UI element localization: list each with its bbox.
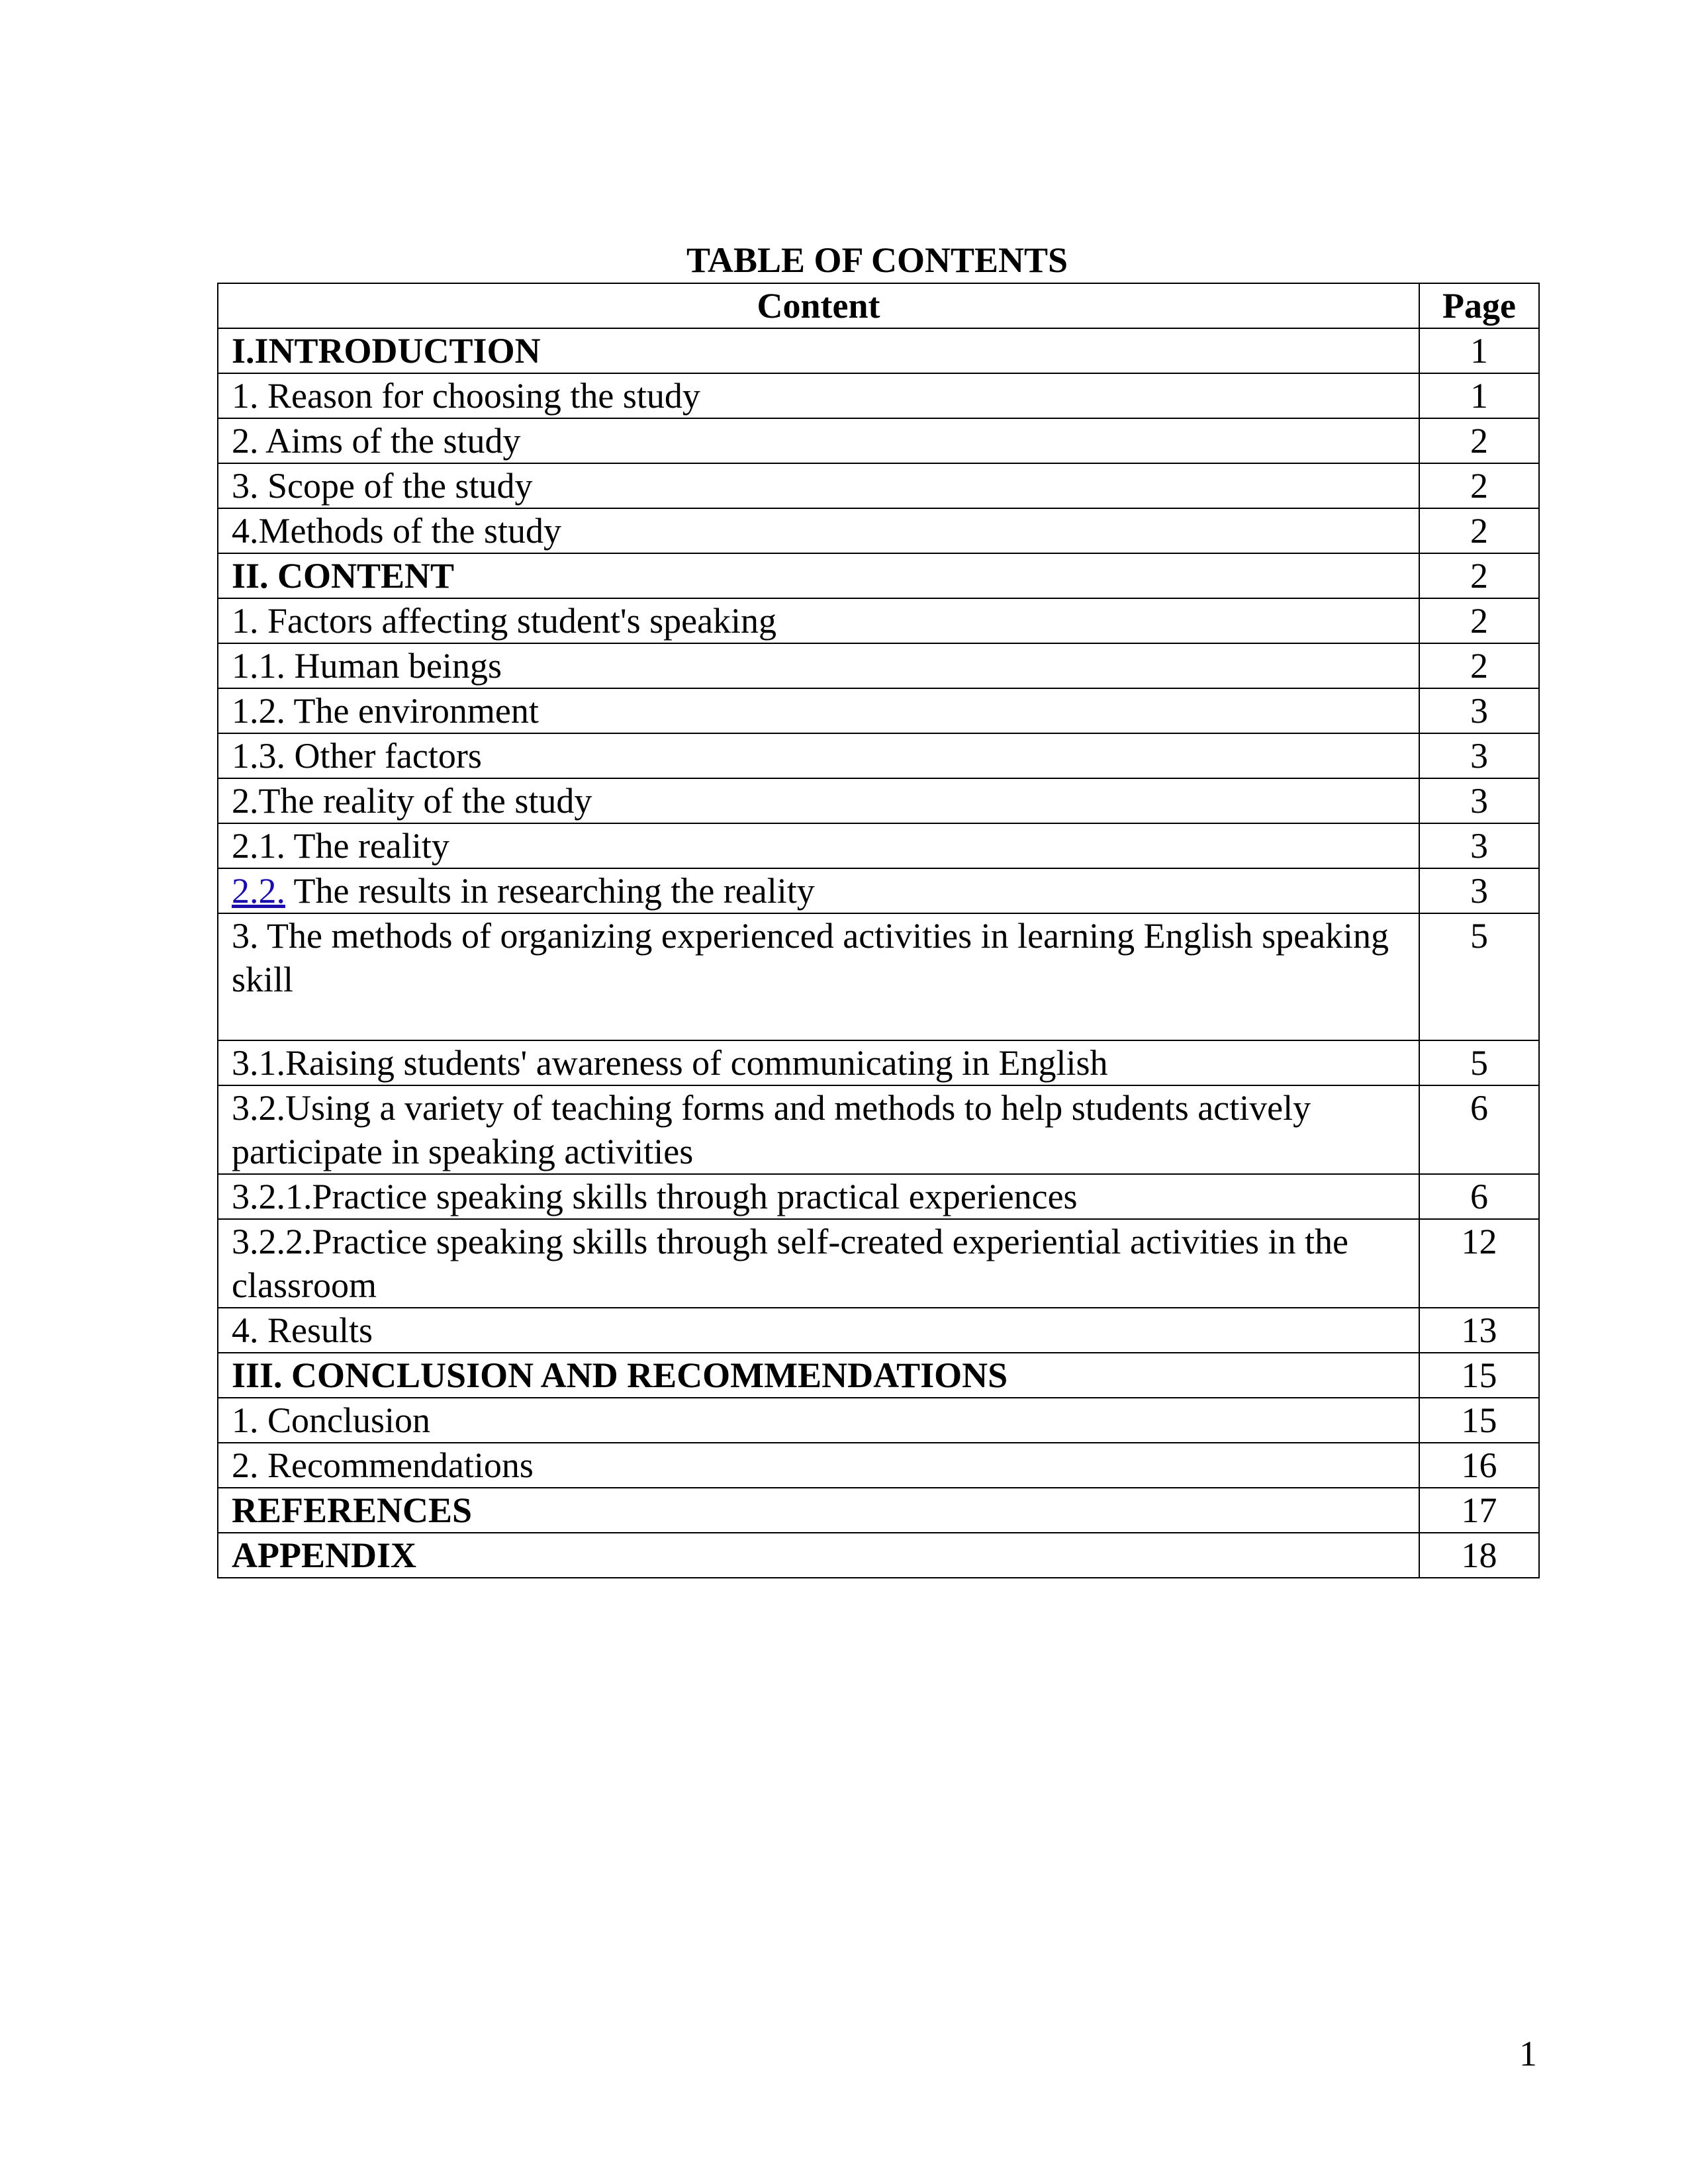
toc-entry bbox=[218, 418, 1419, 463]
toc-entry-text: III. CONCLUSION AND RECOMMENDATIONS bbox=[232, 1355, 1008, 1395]
toc-row bbox=[218, 463, 1539, 508]
toc-row bbox=[218, 733, 1539, 778]
toc-entry-text: I.INTRODUCTION bbox=[232, 331, 541, 371]
toc-row bbox=[218, 913, 1539, 1040]
toc-entry-text: 1.1. Human beings bbox=[232, 646, 502, 686]
toc-row bbox=[218, 328, 1539, 373]
toc-page-number: 3 bbox=[1419, 733, 1539, 778]
toc-entry bbox=[218, 328, 1419, 373]
toc-row bbox=[218, 1085, 1539, 1174]
toc-row bbox=[218, 1219, 1539, 1308]
toc-row bbox=[218, 1443, 1539, 1488]
toc-row bbox=[218, 1353, 1539, 1398]
toc-entry bbox=[218, 1488, 1419, 1533]
toc-entry-text: 3.2.1.Practice speaking skills through practical experiences bbox=[232, 1177, 1078, 1216]
toc-page-number: 5 bbox=[1419, 1040, 1539, 1085]
page-title: TABLE OF CONTENTS bbox=[686, 240, 1068, 280]
toc-entry-text: 3.1.Raising students' awareness of communicating in English bbox=[232, 1043, 1108, 1083]
toc-page-number: 2 bbox=[1419, 598, 1539, 643]
toc-page-number: 6 bbox=[1419, 1085, 1539, 1174]
toc-entry bbox=[218, 553, 1419, 598]
toc-entry bbox=[218, 1443, 1419, 1488]
toc-page-number: 3 bbox=[1419, 688, 1539, 733]
toc-entry-text: 1. Factors affecting student's speaking bbox=[232, 601, 777, 641]
toc-entry bbox=[218, 733, 1419, 778]
toc-entry bbox=[218, 1353, 1419, 1398]
toc-entry bbox=[218, 508, 1419, 553]
toc-row bbox=[218, 553, 1539, 598]
toc-entry-text: 4. Results bbox=[232, 1310, 373, 1350]
toc-page-number: 15 bbox=[1419, 1353, 1539, 1398]
toc-row bbox=[218, 508, 1539, 553]
toc-entry-text: 2. Recommendations bbox=[232, 1445, 534, 1485]
toc-row bbox=[218, 823, 1539, 868]
toc-page-number: 2 bbox=[1419, 643, 1539, 688]
toc-row bbox=[218, 1533, 1539, 1578]
toc-page-number: 3 bbox=[1419, 868, 1539, 913]
toc-entry-text: 1. Conclusion bbox=[232, 1400, 431, 1440]
toc-row bbox=[218, 598, 1539, 643]
toc-entry bbox=[218, 463, 1419, 508]
toc-row bbox=[218, 1308, 1539, 1353]
page-header: Page bbox=[1419, 283, 1539, 328]
toc-entry bbox=[218, 913, 1419, 1040]
toc-entry bbox=[218, 1085, 1419, 1174]
toc-page-number: 16 bbox=[1419, 1443, 1539, 1488]
toc-row bbox=[218, 418, 1539, 463]
toc-entry-text: 3.2.2.Practice speaking skills through self-created experiential activities in the classroom bbox=[232, 1222, 1348, 1305]
toc-entry-text: 1. Reason for choosing the study bbox=[232, 376, 700, 416]
toc-entry-text: REFERENCES bbox=[232, 1490, 473, 1530]
toc-row bbox=[218, 373, 1539, 418]
toc-entry-text: 4.Methods of the study bbox=[232, 511, 561, 551]
toc-row bbox=[218, 1398, 1539, 1443]
toc-row bbox=[218, 688, 1539, 733]
toc-entry-text: 3. The methods of organizing experienced activities in learning English speaking skill bbox=[232, 916, 1389, 999]
toc-page-number: 5 bbox=[1419, 913, 1539, 1040]
toc-entry bbox=[218, 688, 1419, 733]
toc-entry bbox=[218, 1308, 1419, 1353]
toc-page-number: 15 bbox=[1419, 1398, 1539, 1443]
toc-entry bbox=[218, 598, 1419, 643]
toc-entry bbox=[218, 1219, 1419, 1308]
toc-page-number: 2 bbox=[1419, 463, 1539, 508]
toc-page-number: 1 bbox=[1419, 373, 1539, 418]
toc-table bbox=[217, 283, 1540, 1578]
toc-entry-text: 2.1. The reality bbox=[232, 826, 449, 866]
page-number: 1 bbox=[1519, 2034, 1537, 2073]
toc-entry-text: APPENDIX bbox=[232, 1535, 416, 1575]
toc-entry bbox=[218, 1398, 1419, 1443]
toc-page-number: 3 bbox=[1419, 823, 1539, 868]
toc-page-number: 2 bbox=[1419, 418, 1539, 463]
toc-entry bbox=[218, 868, 1419, 913]
toc-page-number: 1 bbox=[1419, 328, 1539, 373]
toc-entry-text: 3. Scope of the study bbox=[232, 466, 533, 506]
toc-row bbox=[218, 778, 1539, 823]
toc-entry bbox=[218, 778, 1419, 823]
toc-entry-text: 1.3. Other factors bbox=[232, 736, 482, 776]
toc-entry-text: The results in researching the reality bbox=[285, 871, 815, 911]
toc-page-number: 2 bbox=[1419, 553, 1539, 598]
toc-page-number: 17 bbox=[1419, 1488, 1539, 1533]
section-number-link[interactable]: 2.2. bbox=[232, 871, 285, 911]
toc-entry bbox=[218, 643, 1419, 688]
toc-row bbox=[218, 868, 1539, 913]
toc-entry-text: 1.2. The environment bbox=[232, 691, 539, 731]
toc-entry bbox=[218, 1040, 1419, 1085]
toc-entry bbox=[218, 373, 1419, 418]
toc-page-number: 12 bbox=[1419, 1219, 1539, 1308]
toc-row bbox=[218, 1174, 1539, 1219]
toc-row bbox=[218, 1488, 1539, 1533]
toc-entry bbox=[218, 823, 1419, 868]
toc-page-number: 6 bbox=[1419, 1174, 1539, 1219]
toc-entry-text: 2.The reality of the study bbox=[232, 781, 592, 821]
toc-entry-text: 2. Aims of the study bbox=[232, 421, 521, 461]
toc-page-number: 2 bbox=[1419, 508, 1539, 553]
toc-body bbox=[218, 328, 1539, 1578]
toc-row bbox=[218, 1040, 1539, 1085]
toc-entry-text: II. CONTENT bbox=[232, 556, 455, 596]
toc-entry bbox=[218, 1533, 1419, 1578]
toc-page-number: 13 bbox=[1419, 1308, 1539, 1353]
toc-page-number: 18 bbox=[1419, 1533, 1539, 1578]
toc-row bbox=[218, 643, 1539, 688]
toc-entry-text: 3.2.Using a variety of teaching forms and methods to help students actively participate in speaking activities bbox=[232, 1088, 1311, 1171]
header-row bbox=[218, 283, 1539, 328]
content-header: Content bbox=[218, 283, 1419, 328]
toc-entry bbox=[218, 1174, 1419, 1219]
toc-page-number: 3 bbox=[1419, 778, 1539, 823]
